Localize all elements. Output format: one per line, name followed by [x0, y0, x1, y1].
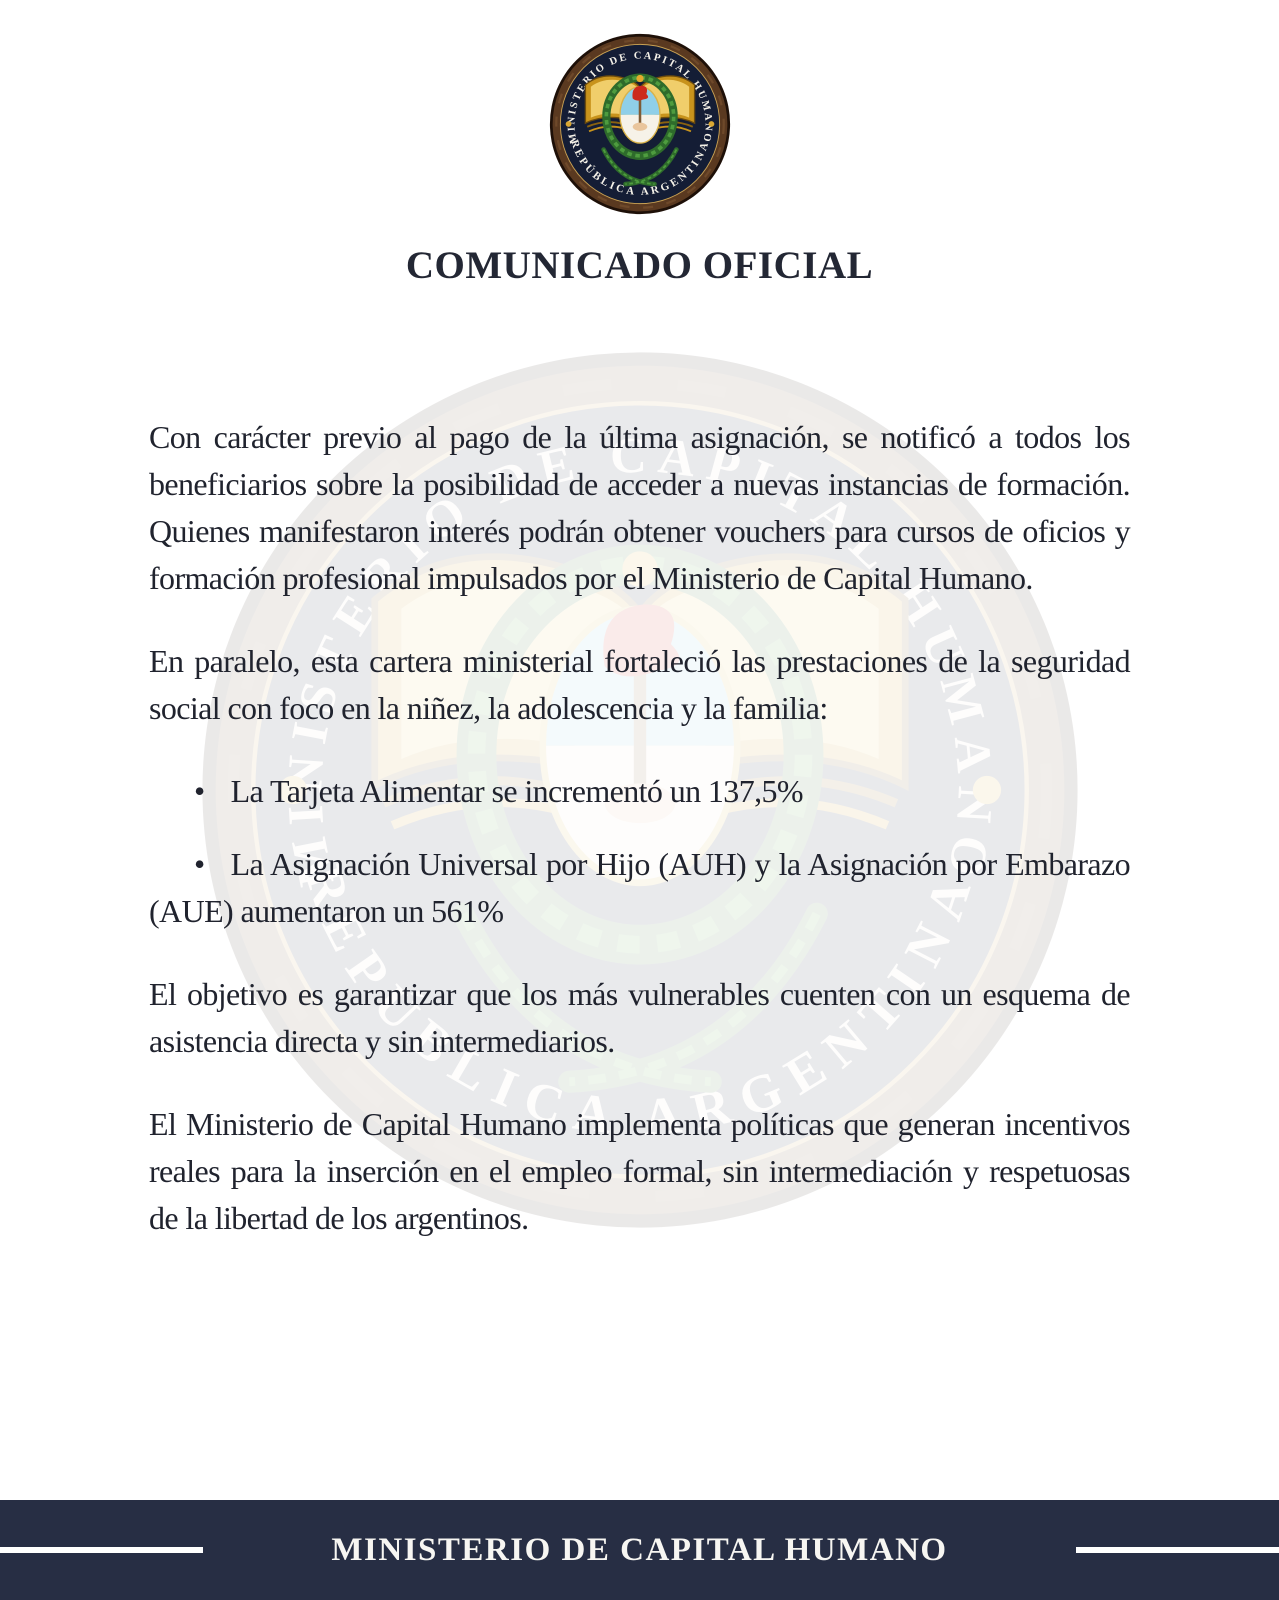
bullet-item-auh-aue	[149, 841, 1130, 935]
bullet-glyph: •	[194, 773, 205, 809]
paragraph-intro: Con carácter previo al pago de la última asignación, se notificó a todos los beneficiarios sobre la posibilidad de acceder a nuevas instancias de formación. Quienes manifestaron interés podrán obtener vouchers para cursos de oficios y formación profesional impulsados por el Ministerio de Capital Humano.	[149, 419, 1130, 596]
bullet-item-tarjeta-alimentar	[149, 768, 1130, 815]
bullet-text: La Asignación Universal por Hijo (AUH) y la Asignación por Embarazo (AUE) aumentaron un 561%	[149, 846, 1130, 929]
ministry-seal-logo	[549, 33, 731, 215]
bullet-glyph: •	[194, 846, 205, 882]
bullet-text: La Tarjeta Alimentar se incrementó un 137,5%	[230, 773, 803, 809]
paragraph-social-security: En paralelo, esta cartera ministerial fortaleció las prestaciones de la seguridad social con foco en la niñez, la adolescencia y la familia:	[149, 643, 1130, 726]
footer-label: MINISTERIO DE CAPITAL HUMANO	[331, 1532, 948, 1568]
footer-rule-right	[1076, 1547, 1279, 1553]
paragraph-objective: El objetivo es garantizar que los más vulnerables cuenten con un esquema de asistencia directa y sin intermediarios.	[149, 976, 1130, 1059]
paragraph-closing: El Ministerio de Capital Humano implementa políticas que generan incentivos reales para la inserción en el empleo formal, sin intermediación y respetuosas de la libertad de los argentinos.	[149, 1106, 1130, 1236]
page-title: COMUNICADO OFICIAL	[405, 244, 874, 287]
document-body	[149, 414, 1130, 1242]
footer-bar	[0, 1500, 1279, 1600]
